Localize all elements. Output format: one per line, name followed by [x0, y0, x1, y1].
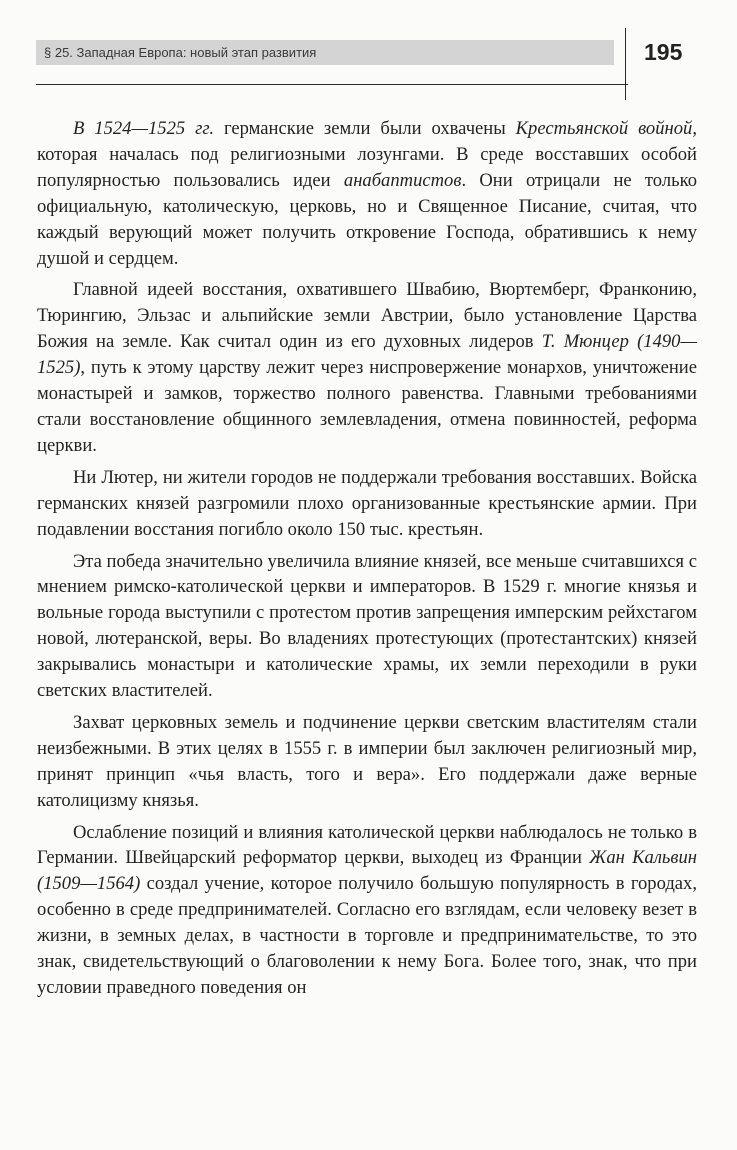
- paragraph: [37, 549, 697, 704]
- text-run: , путь к этому царству лежит через ниспровержение монархов, уничтожение монастырей и замков, торжество полного равенства. Главными требованиями стали восстановление общинного землевладения, отмена повинностей, реформа церкви.: [37, 357, 697, 456]
- text-run: , которая началась под религиозными лозунгами. В среде восставших особой популярностью пользовались идеи: [37, 118, 697, 191]
- page-number: 195: [644, 39, 683, 65]
- text-run: . Они отрицали не только официальную, католическую, церковь, но и Священное Писание, считая, что каждый верующий может получить откровение Господа, обратившись к нему душой и сердцем.: [37, 169, 698, 269]
- running-header: [36, 40, 614, 65]
- text-run: создал учение, которое получило большую популярность в городах, особенно в среде предпринимателей. Согласно его взглядам, если человеку везет в жизни, в земных делах, в частности в торговле и предпринимательстве, то это знак, свидетельствующий о благоволении к нему Бога. Более того, знак, что при условии праведного поведения он: [37, 873, 697, 998]
- text-run: Ни Лютер, ни жители городов не поддержали требования восставших. Войска германских князей разгромили плохо организованные крестьянские армии. При подавлении восстания погибло около 150 тыс. крестьян.: [37, 466, 697, 540]
- header-rule: [36, 84, 628, 85]
- section-title: § 25. Западная Европа: новый этап развития: [44, 45, 317, 60]
- paragraph: [37, 116, 697, 271]
- header-divider: [625, 28, 626, 100]
- paragraph: [37, 820, 697, 1001]
- emphasis-text: Крестьянской войной: [515, 118, 693, 139]
- text-run: германские земли были охвачены: [214, 118, 516, 139]
- paragraph: [37, 465, 697, 543]
- text-run: Эта победа значительно увеличила влияние князей, все меньше считавшихся с мнением римско-католической церкви и императоров. В 1529 г. многие князья и вольные города выступили с протестом против запрещения имперским рейхстагом новой, лютеранской, веры. Во владениях протестующих (протестантских) князей закрывались монастыри и католические храмы, их земли переходили в руки светских властителей.: [37, 550, 697, 702]
- emphasis-text: анабаптистов: [343, 169, 462, 191]
- paragraph: [37, 710, 697, 814]
- emphasis-text: Т. Мюнцер (1490—1525): [37, 331, 698, 379]
- text-run: Главной идеей восстания, охватившего Швабию, Вюртемберг, Франконию, Тюрингию, Эльзас и альпийские земли Австрии, было установление Царства Божия на земле. Как считал один из его духовных лидеров: [37, 279, 697, 353]
- body-text: [37, 116, 697, 1007]
- paragraph: [37, 277, 697, 458]
- emphasis-text: В 1524—1525 гг.: [73, 118, 215, 139]
- text-run: Захват церковных земель и подчинение церкви светским властителям стали неизбежными. В этих целях в 1555 г. в империи был заключен религиозный мир, принят принцип «чья власть, того и вера». Его поддержали даже верные католицизму князья.: [37, 711, 697, 811]
- text-run: Ослабление позиций и влияния католической церкви наблюдалось не только в Германии. Швейцарский реформатор церкви, выходец из Франции: [37, 821, 697, 869]
- emphasis-text: Жан Кальвин (1509—1564): [37, 847, 697, 895]
